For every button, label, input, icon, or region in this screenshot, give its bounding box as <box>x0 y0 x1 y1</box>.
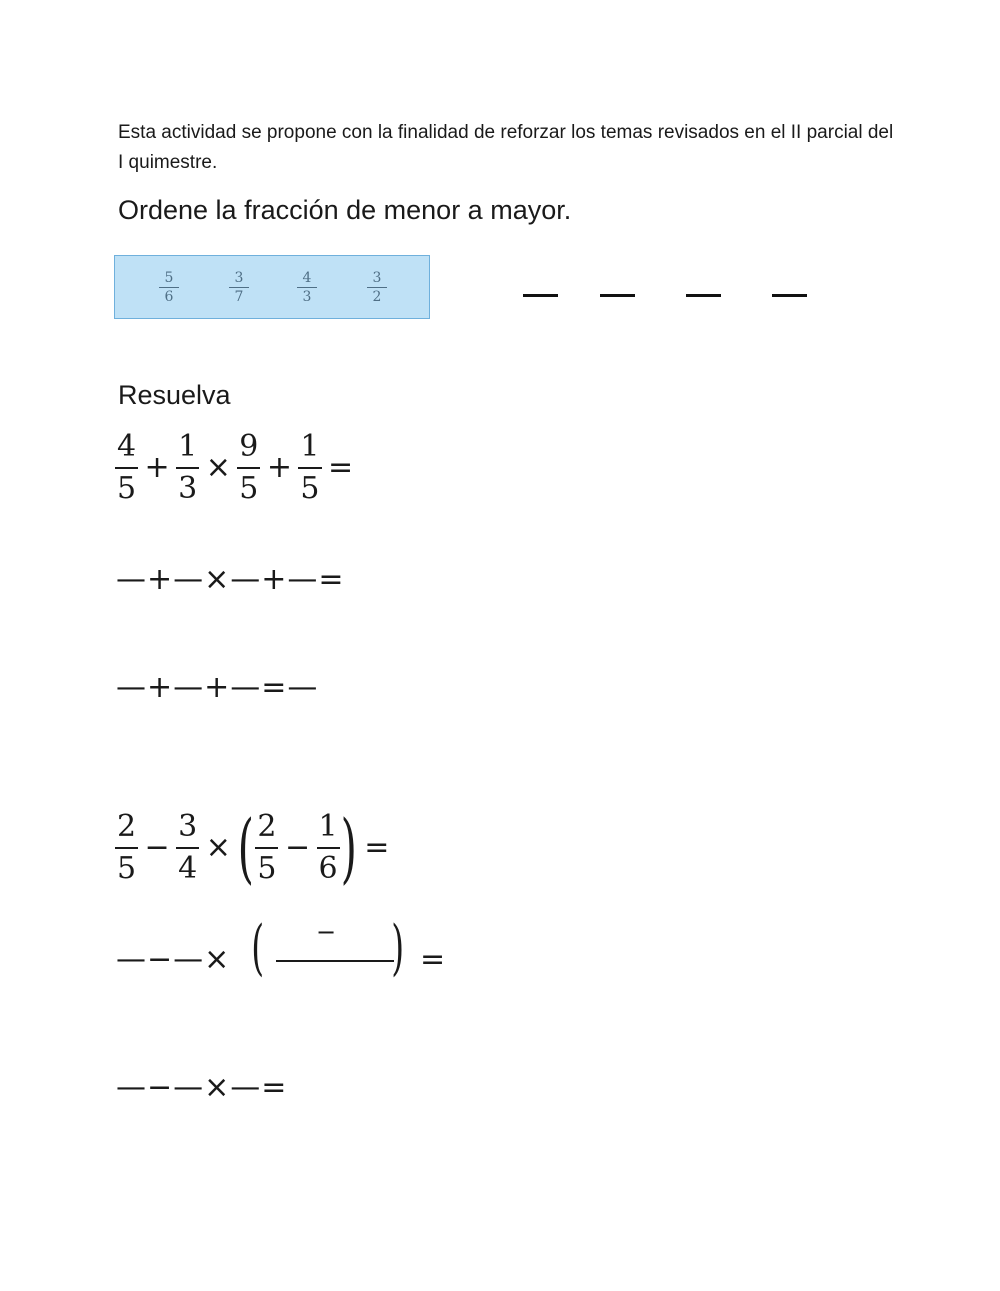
inner-fraction-bar[interactable] <box>276 960 394 962</box>
operator: − <box>284 830 311 865</box>
fraction: $\frac{9}{5}$ <box>239 429 259 506</box>
fraction: $\frac{3}{4}$ <box>178 809 198 886</box>
exercise-2-expression <box>115 803 391 892</box>
operator: − <box>144 830 170 865</box>
answer-blank-1[interactable] <box>523 294 558 297</box>
operator: × <box>205 830 231 865</box>
exercise-2-step-1-eq: = <box>420 942 447 977</box>
fraction: $\frac{1}{5}$ <box>300 429 320 506</box>
fraction-item: $\frac{3}{2}$ <box>367 270 387 305</box>
fraction: $\frac{4}{5}$ <box>117 429 137 506</box>
operator: = <box>327 450 354 485</box>
intro-text: Esta actividad se propone con la finalidad de reforzar los temas revisados en el II parcial del I quimestre. <box>118 122 894 173</box>
close-paren: ) <box>391 913 405 983</box>
order-heading: Ordene la fracción de menor a mayor. <box>118 195 572 225</box>
exercise-1-step-1[interactable]: —+—×—+—= <box>116 562 345 597</box>
fraction: $\frac{1}{6}$ <box>318 809 338 886</box>
operator: + <box>266 450 292 485</box>
close-paren: ) <box>340 803 358 892</box>
exercise-2-step-2[interactable]: —−—×—= <box>116 1070 288 1105</box>
operator: + <box>144 450 170 485</box>
resolve-heading: Resuelva <box>118 380 231 410</box>
fraction-item: $\frac{4}{3}$ <box>297 270 317 305</box>
fractions-to-order-box <box>114 255 430 319</box>
fraction-item: $\frac{5}{6}$ <box>159 270 179 305</box>
fraction: $\frac{1}{3}$ <box>178 429 198 506</box>
fraction: $\frac{2}{5}$ <box>117 809 137 886</box>
exercise-1-expression <box>115 430 355 506</box>
exercise-2-step-1-left[interactable]: —−—× <box>116 942 231 977</box>
operator: = <box>364 830 390 865</box>
fraction-item: $\frac{3}{7}$ <box>229 270 249 305</box>
open-paren: ( <box>237 803 255 892</box>
exercise-1-step-2[interactable]: —+—+—=— <box>116 670 319 705</box>
answer-blank-2[interactable] <box>600 294 635 297</box>
answer-blank-4[interactable] <box>772 294 807 297</box>
operator: × <box>205 450 231 485</box>
open-paren: ( <box>251 913 265 983</box>
inner-minus: − <box>316 918 337 946</box>
answer-blank-3[interactable] <box>686 294 721 297</box>
fraction: $\frac{2}{5}$ <box>257 809 277 886</box>
